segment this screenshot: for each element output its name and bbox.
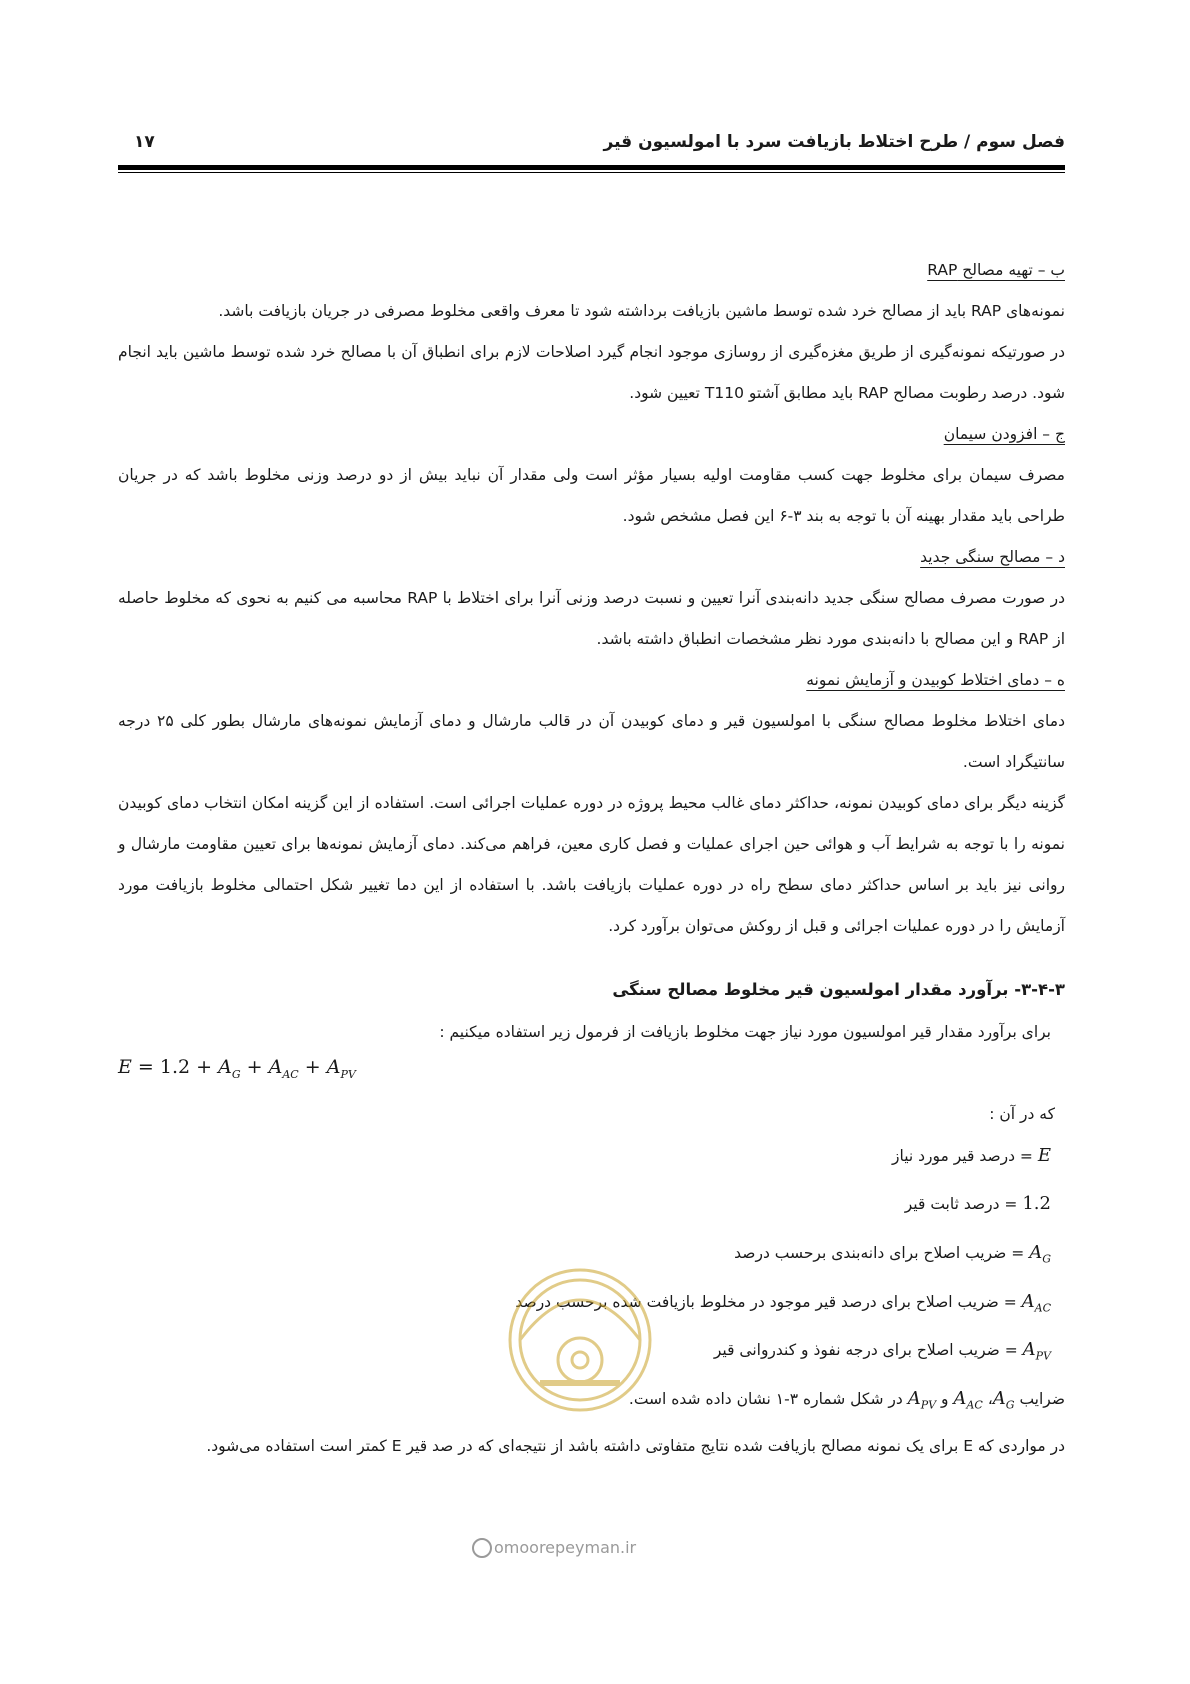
def-description: = ضریب اصلاح برای درجه نفوذ و کندروانی قیر xyxy=(713,1341,1018,1360)
page-body xyxy=(118,250,1065,1467)
bitumen-formula xyxy=(118,1049,1065,1093)
paragraph-c1: مصرف سیمان برای مخلوط جهت کسب مقاومت اولیه بسیار مؤثر است ولی مقدار آن نباید بیش از دو درصد وزنی مخلوط باشد که در جریان طراحی باید مقدار بهینه آن با توجه به بند ۳-۶ این فصل مشخص شود. xyxy=(118,466,1065,525)
definition-item xyxy=(118,1281,1065,1330)
watermark-url xyxy=(472,1538,636,1559)
definition-item xyxy=(118,1135,1065,1184)
section-title-3-4-3: ۳-۴-۳- برآورد مقدار امولسیون قیر مخلوط مصالح سنگی xyxy=(612,980,1065,999)
def-description: = درصد ثابت قیر xyxy=(904,1195,1018,1214)
coef-main: A xyxy=(953,1387,967,1409)
coefficient-note xyxy=(118,1378,1065,1427)
formula-intro: برای برآورد مقدار قیر امولسیون مورد نیاز جهت مخلوط بازیافت از فرمول زیر استفاده میکنیم : xyxy=(439,1023,1051,1041)
paragraph-d1: در صورت مصرف مصالح سنگی جدید دانه‌بندی آنرا تعیین و نسبت درصد وزنی آنرا برای اختلاط با RAP محاسبه می کنیم به نحوی که مخلوط حاصله از RAP و این مصالح با دانه‌بندی مورد نظر مشخصات انطباق داشته باشد. xyxy=(118,589,1065,648)
formula-equals: = 1.2 + xyxy=(131,1056,219,1078)
formula-lhs: E xyxy=(118,1056,132,1078)
def-symbol-sub: PV xyxy=(1035,1349,1051,1363)
coef-sub: G xyxy=(1005,1398,1015,1412)
def-symbol xyxy=(1029,1241,1051,1266)
paragraph-b2: در صورتیکه نمونه‌گیری از طریق مغزه‌گیری از روسازی موجود انجام گیرد اصلاحات لازم برای انطباق آن با مصالح خرد شده توسط ماشین باید انجام شود. درصد رطوبت مصالح RAP باید مطابق آشتو T110 تعیین شود. xyxy=(118,343,1065,402)
watermark-url-text: omoorepeyman.ir xyxy=(494,1538,637,1557)
header-rule-thin xyxy=(118,172,1065,173)
coef-symbol xyxy=(953,1387,983,1412)
formula-sub-g: G xyxy=(231,1067,241,1081)
definition-item xyxy=(118,1183,1065,1232)
header-rule xyxy=(118,165,1065,170)
def-description: = ضریب اصلاح برای دانه‌بندی برحسب درصد xyxy=(734,1243,1025,1262)
def-symbol xyxy=(1022,1339,1051,1363)
formula-sub-ac: AC xyxy=(282,1067,299,1081)
def-description: = ضریب اصلاح برای درصد قیر موجود در مخلوط بازیافت شده برحسب درصد xyxy=(515,1292,1017,1311)
formula-plus: + xyxy=(298,1056,327,1078)
def-symbol-main: A xyxy=(1029,1241,1043,1263)
coef-note-prefix: ضرایب xyxy=(1014,1389,1065,1408)
def-symbol-sub: AC xyxy=(1034,1301,1051,1315)
def-symbol-sub: G xyxy=(1042,1252,1051,1266)
formula-plus: + xyxy=(240,1056,269,1078)
coef-note-sep: ، xyxy=(982,1389,993,1408)
page-header xyxy=(118,126,1065,156)
chapter-title: فصل سوم / طرح اختلاط بازیافت سرد با امولسیون قیر xyxy=(603,132,1065,152)
heading-d: د – مصالح سنگی جدید xyxy=(920,548,1065,566)
page-number: ۱۷ xyxy=(134,132,155,152)
heading-e: ه – دمای اختلاط کوبیدن و آزمایش نمونه xyxy=(806,671,1065,689)
coef-note-suffix: در شکل شماره ۳-۱ نشان داده شده است. xyxy=(628,1389,908,1408)
at-sign-icon xyxy=(472,1538,492,1558)
def-symbol-main: E xyxy=(1037,1144,1051,1166)
paragraph-b1: نمونه‌های RAP باید از مصالح خرد شده توسط ماشین بازیافت برداشته شود تا معرف واقعی مخلوط مصرفی در جریان بازیافت باشد. xyxy=(218,302,1065,320)
coef-symbol xyxy=(992,1387,1015,1412)
paragraph-e2: گزینه دیگر برای دمای کوبیدن نمونه، حداکثر دمای غالب محیط پروژه در دوره عملیات اجرائی است. استفاده از این گزینه امکان انتخاب دمای کوبیدن نمونه را با توجه به شرایط آب و هوائی حین اجرای عملیات و فصل کاری معین، فراهم می‌کند. دمای آزمایش نمونه‌ها برای تعیین مقاومت مارشال و روانی نیز باید بر اساس حداکثر دمای سطح راه در دوره عملیات بازیافت باشد. با استفاده از این دما تغییر شکل احتمالی مخلوط بازیافت مورد آزمایش را در دوره عملیات اجرائی و قبل از روکش می‌توان برآورد کرد. xyxy=(118,794,1065,935)
coef-note-and: و xyxy=(936,1389,954,1408)
closing-paragraph: در مواردی که E برای یک نمونه مصالح بازیافت شده نتایج متفاوتی داشته باشد از نتیجه‌ای که در صد قیر E کمتر است استفاده می‌شود. xyxy=(206,1437,1065,1456)
def-symbol xyxy=(1021,1290,1051,1315)
where-label: که در آن : xyxy=(989,1104,1055,1123)
formula-sub-pv: PV xyxy=(340,1067,356,1081)
def-symbol xyxy=(1022,1193,1051,1214)
paragraph-e1: دمای اختلاط مخلوط مصالح سنگی با امولسیون قیر و دمای کوبیدن آن در قالب مارشال و دمای آزمایش نمونه‌های مارشال بطور کلی ۲۵ درجه سانتیگراد است. xyxy=(118,712,1065,771)
formula-term-ag: A xyxy=(218,1056,232,1078)
def-symbol xyxy=(1038,1145,1051,1166)
heading-b: ب – تهیه مصالح RAP xyxy=(927,261,1065,279)
coef-sub: PV xyxy=(920,1398,937,1412)
definition-list xyxy=(118,1135,1065,1378)
coef-main: A xyxy=(992,1387,1006,1409)
coef-symbol xyxy=(907,1387,937,1412)
formula-term-aac: A xyxy=(268,1056,283,1078)
heading-c: ج – افزودن سیمان xyxy=(943,425,1065,443)
def-description: = درصد قیر مورد نیاز xyxy=(892,1146,1033,1165)
definition-item xyxy=(118,1329,1065,1378)
def-symbol-main: 1.2 xyxy=(1022,1193,1051,1215)
def-symbol-main: A xyxy=(1021,1290,1035,1312)
formula-term-apv: A xyxy=(326,1056,341,1078)
def-symbol-main: A xyxy=(1022,1339,1036,1361)
definition-item xyxy=(118,1232,1065,1281)
coef-main: A xyxy=(907,1387,921,1409)
coef-sub: AC xyxy=(966,1398,983,1412)
